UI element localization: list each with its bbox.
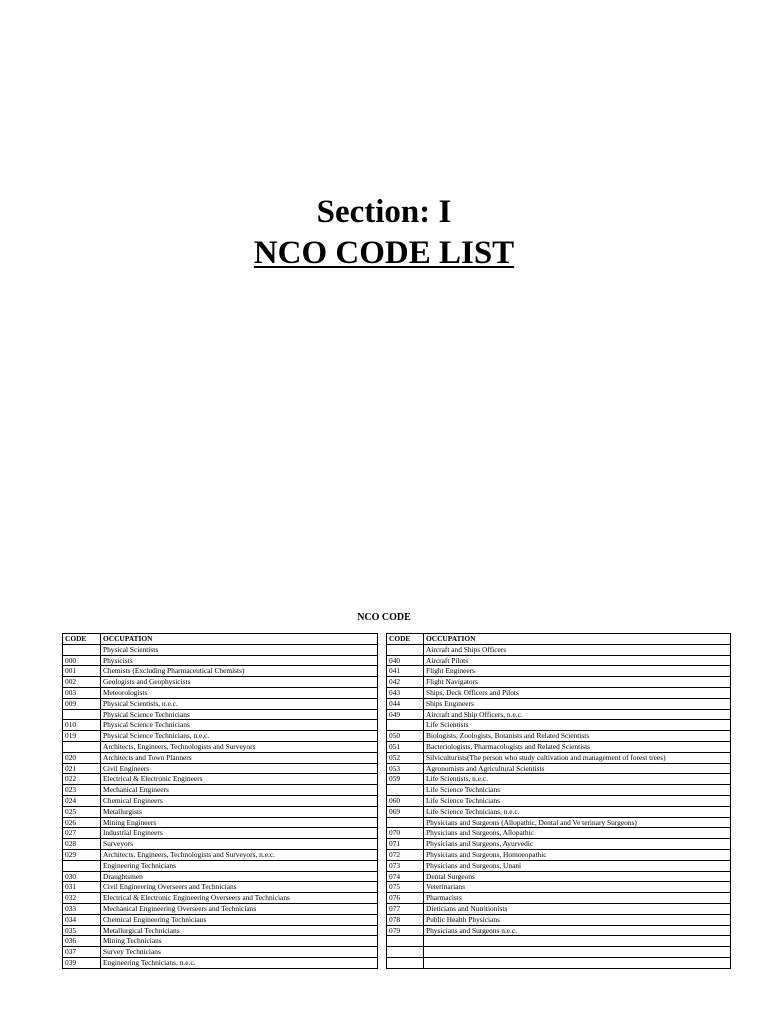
occupation-cell: Dental Surgeons bbox=[424, 871, 731, 882]
table-row bbox=[63, 957, 378, 968]
occupation-cell: Life Science Technicians bbox=[424, 795, 731, 806]
code-cell: 051 bbox=[387, 741, 424, 752]
table-row bbox=[63, 774, 378, 785]
code-cell: 002 bbox=[63, 677, 101, 688]
table-row bbox=[387, 795, 731, 806]
table-body-left bbox=[63, 644, 378, 968]
occupation-cell: Architects and Town Planners bbox=[101, 752, 378, 763]
table-row bbox=[387, 893, 731, 904]
code-cell bbox=[387, 936, 424, 947]
occupation-group-cell: Physical Scientists bbox=[101, 644, 378, 655]
occupation-cell: Aircraft Pilots bbox=[424, 655, 731, 666]
occupation-cell: Public Health Physicians bbox=[424, 914, 731, 925]
occupation-cell: Mining Technicians bbox=[101, 936, 378, 947]
occupation-cell: Meteorologists bbox=[101, 687, 378, 698]
occupation-column-header: OCCUPATION bbox=[101, 634, 378, 645]
occupation-cell: Physicians and Surgeons, Unani bbox=[424, 860, 731, 871]
occupation-cell: Biologists, Zoologists, Botanists and Related Scientists bbox=[424, 731, 731, 742]
table-group-row bbox=[387, 720, 731, 731]
code-cell: 001 bbox=[63, 666, 101, 677]
table-row bbox=[387, 849, 731, 860]
code-cell bbox=[387, 947, 424, 958]
code-cell: 031 bbox=[63, 882, 101, 893]
table-row bbox=[63, 752, 378, 763]
table-row bbox=[387, 677, 731, 688]
table-row bbox=[63, 677, 378, 688]
occupation-cell: Electrical & Electronic Engineering Overseers and Technicians bbox=[101, 893, 378, 904]
code-cell: 030 bbox=[63, 871, 101, 882]
occupation-cell: Agronomists and Agricultural Scientists bbox=[424, 763, 731, 774]
occupation-cell: Flight Navigators bbox=[424, 677, 731, 688]
occupation-group-cell: Physical Science Technicians bbox=[101, 709, 378, 720]
code-cell: 000 bbox=[63, 655, 101, 666]
table-row bbox=[63, 731, 378, 742]
table-row bbox=[387, 666, 731, 677]
occupation-cell: Mining Engineers bbox=[101, 817, 378, 828]
occupation-cell: Physical Scientists, n.e.c. bbox=[101, 698, 378, 709]
table-group-row bbox=[63, 860, 378, 871]
occupation-group-cell: Physicians and Surgeons (Allopathic, Dental and Ve terinary Surgeons) bbox=[424, 817, 731, 828]
table-row bbox=[387, 871, 731, 882]
table-row bbox=[63, 839, 378, 850]
code-cell: 050 bbox=[387, 731, 424, 742]
occupation-cell: Metallurgical Technicians bbox=[101, 925, 378, 936]
code-cell: 020 bbox=[63, 752, 101, 763]
code-cell: 059 bbox=[387, 774, 424, 785]
code-cell: 036 bbox=[63, 936, 101, 947]
code-cell: 032 bbox=[63, 893, 101, 904]
code-cell: 060 bbox=[387, 795, 424, 806]
table-row bbox=[387, 698, 731, 709]
occupation-cell: Ships, Deck Officers and Pilots bbox=[424, 687, 731, 698]
occupation-cell: Silviculturists(The person who study cultivation and management of forest trees) bbox=[424, 752, 731, 763]
occupation-cell: Ships Engineers bbox=[424, 698, 731, 709]
code-cell: 078 bbox=[387, 914, 424, 925]
table-row bbox=[387, 936, 731, 947]
occupation-cell: Physical Science Technicians, n.e.c. bbox=[101, 731, 378, 742]
code-cell: 040 bbox=[387, 655, 424, 666]
code-cell: 023 bbox=[63, 785, 101, 796]
table-group-row bbox=[387, 785, 731, 796]
table-header-row bbox=[63, 634, 378, 645]
occupation-cell: Bacteriologists, Pharmacologists and Related Scientists bbox=[424, 741, 731, 752]
code-cell bbox=[63, 860, 101, 871]
table-row bbox=[63, 698, 378, 709]
occupation-group-cell: Architects, Engineers, Technologists and Surveyors bbox=[101, 741, 378, 752]
occupation-cell: Life Scientists, n.e.c. bbox=[424, 774, 731, 785]
occupation-cell: Architects, Engineers, Technologists and Surveyors, n.e.c. bbox=[101, 849, 378, 860]
code-column-header: CODE bbox=[63, 634, 101, 645]
list-title bbox=[0, 233, 768, 273]
code-cell: 028 bbox=[63, 839, 101, 850]
occupation-cell: Draughtsmen bbox=[101, 871, 378, 882]
table-row bbox=[63, 914, 378, 925]
code-cell: 029 bbox=[63, 849, 101, 860]
code-cell: 043 bbox=[387, 687, 424, 698]
table-row bbox=[63, 806, 378, 817]
code-cell bbox=[63, 741, 101, 752]
code-cell: 024 bbox=[63, 795, 101, 806]
list-title-text: NCO CODE LIST bbox=[253, 235, 515, 271]
code-cell: 049 bbox=[387, 709, 424, 720]
table-row bbox=[387, 687, 731, 698]
occupation-cell bbox=[424, 936, 731, 947]
code-cell: 003 bbox=[63, 687, 101, 698]
table-header-row bbox=[387, 634, 731, 645]
code-cell: 075 bbox=[387, 882, 424, 893]
code-cell: 035 bbox=[63, 925, 101, 936]
occupation-cell: Civil Engineers bbox=[101, 763, 378, 774]
code-cell: 021 bbox=[63, 763, 101, 774]
occupation-cell: Veterinarians bbox=[424, 882, 731, 893]
table-row bbox=[63, 893, 378, 904]
code-cell: 052 bbox=[387, 752, 424, 763]
table-row bbox=[63, 903, 378, 914]
code-cell bbox=[387, 957, 424, 968]
table-group-row bbox=[63, 709, 378, 720]
code-cell: 077 bbox=[387, 903, 424, 914]
occupation-cell: Dieticians and Nutritionists bbox=[424, 903, 731, 914]
occupation-cell: Mechanical Engineers bbox=[101, 785, 378, 796]
table-row bbox=[387, 655, 731, 666]
code-cell: 025 bbox=[63, 806, 101, 817]
occupation-cell: Chemists (Excluding Pharmaceutical Chemists) bbox=[101, 666, 378, 677]
code-cell: 070 bbox=[387, 828, 424, 839]
table-row bbox=[63, 763, 378, 774]
code-cell bbox=[387, 644, 424, 655]
code-cell: 071 bbox=[387, 839, 424, 850]
code-cell: 027 bbox=[63, 828, 101, 839]
table-row bbox=[387, 709, 731, 720]
occupation-group-cell: Life Scientists bbox=[424, 720, 731, 731]
table-row bbox=[63, 828, 378, 839]
code-cell bbox=[387, 720, 424, 731]
table-row bbox=[387, 741, 731, 752]
occupation-cell: Industrial Engineers bbox=[101, 828, 378, 839]
table-row bbox=[387, 828, 731, 839]
code-cell: 034 bbox=[63, 914, 101, 925]
code-cell bbox=[387, 817, 424, 828]
code-cell: 041 bbox=[387, 666, 424, 677]
code-cell: 022 bbox=[63, 774, 101, 785]
table-group-row bbox=[63, 741, 378, 752]
occupation-cell: Pharmacists bbox=[424, 893, 731, 904]
code-cell: 019 bbox=[63, 731, 101, 742]
occupation-cell: Physical Science Technicians bbox=[101, 720, 378, 731]
occupation-group-cell: Engineering Technicians bbox=[101, 860, 378, 871]
occupation-cell: Metallurgists bbox=[101, 806, 378, 817]
table-row bbox=[63, 666, 378, 677]
table-row bbox=[387, 903, 731, 914]
table-row bbox=[387, 914, 731, 925]
table-row bbox=[387, 947, 731, 958]
code-cell: 026 bbox=[63, 817, 101, 828]
table-row bbox=[387, 763, 731, 774]
table-row bbox=[63, 882, 378, 893]
code-cell: 076 bbox=[387, 893, 424, 904]
code-cell bbox=[63, 644, 101, 655]
table-row bbox=[63, 817, 378, 828]
occupation-cell: Physicians and Surgeons n.e.c. bbox=[424, 925, 731, 936]
occupation-cell: Aircraft and Ship Officers, n.e.c. bbox=[424, 709, 731, 720]
table-row bbox=[387, 839, 731, 850]
code-cell: 009 bbox=[63, 698, 101, 709]
occupation-cell: Geologists and Geophysicists bbox=[101, 677, 378, 688]
occupation-cell: Mechanical Engineering Overseers and Technicians bbox=[101, 903, 378, 914]
table-caption: NCO CODE bbox=[357, 612, 411, 623]
occupation-cell: Civil Engineering Overseers and Technicians bbox=[101, 882, 378, 893]
occupation-cell: Life Science Technicians, n.e.c. bbox=[424, 806, 731, 817]
code-column-header: CODE bbox=[387, 634, 424, 645]
code-cell: 033 bbox=[63, 903, 101, 914]
occupation-cell: Physicists bbox=[101, 655, 378, 666]
occupation-cell: Electrical & Electronic Engineers bbox=[101, 774, 378, 785]
occupation-cell bbox=[424, 947, 731, 958]
occupation-cell: Chemical Engineering Technicians bbox=[101, 914, 378, 925]
table-row bbox=[63, 785, 378, 796]
section-title: Section: I bbox=[316, 194, 452, 230]
occupation-cell bbox=[424, 957, 731, 968]
occupation-cell: Survey Technicians bbox=[101, 947, 378, 958]
code-cell: 053 bbox=[387, 763, 424, 774]
table-body-right bbox=[387, 644, 731, 968]
code-cell: 079 bbox=[387, 925, 424, 936]
nco-code-table-left bbox=[62, 633, 378, 969]
code-cell: 069 bbox=[387, 806, 424, 817]
table-row bbox=[63, 925, 378, 936]
occupation-cell: Engineering Technicians, n.e.c. bbox=[101, 957, 378, 968]
occupation-cell: Chemical Engineers bbox=[101, 795, 378, 806]
code-cell: 010 bbox=[63, 720, 101, 731]
table-row bbox=[63, 947, 378, 958]
code-cell bbox=[387, 785, 424, 796]
table-row bbox=[387, 806, 731, 817]
nco-code-table-right bbox=[386, 633, 731, 969]
code-cell: 073 bbox=[387, 860, 424, 871]
table-row bbox=[63, 849, 378, 860]
table-row bbox=[63, 655, 378, 666]
code-cell: 072 bbox=[387, 849, 424, 860]
table-row bbox=[387, 925, 731, 936]
table-row bbox=[63, 720, 378, 731]
occupation-group-cell: Aircraft and Ships Officers bbox=[424, 644, 731, 655]
occupation-group-cell: Life Science Technicians bbox=[424, 785, 731, 796]
table-group-row bbox=[387, 817, 731, 828]
table-group-row bbox=[63, 644, 378, 655]
code-cell: 074 bbox=[387, 871, 424, 882]
occupation-cell: Physicians and Surgeons, Ayurvedic bbox=[424, 839, 731, 850]
table-row bbox=[387, 957, 731, 968]
code-cell: 042 bbox=[387, 677, 424, 688]
table-row bbox=[387, 731, 731, 742]
table-row bbox=[63, 795, 378, 806]
table-row bbox=[63, 871, 378, 882]
occupation-cell: Flight Engineers bbox=[424, 666, 731, 677]
table-row bbox=[387, 882, 731, 893]
table-row bbox=[387, 752, 731, 763]
occupation-column-header: OCCUPATION bbox=[424, 634, 731, 645]
occupation-cell: Physicians and Surgeons, Homoeopathic bbox=[424, 849, 731, 860]
occupation-cell: Surveyors bbox=[101, 839, 378, 850]
code-cell: 039 bbox=[63, 957, 101, 968]
code-cell: 044 bbox=[387, 698, 424, 709]
table-row bbox=[63, 936, 378, 947]
code-cell bbox=[63, 709, 101, 720]
table-group-row bbox=[387, 644, 731, 655]
code-cell: 037 bbox=[63, 947, 101, 958]
table-row bbox=[63, 687, 378, 698]
table-row bbox=[387, 774, 731, 785]
occupation-cell: Physicians and Surgeons, Allopathic bbox=[424, 828, 731, 839]
table-row bbox=[387, 860, 731, 871]
